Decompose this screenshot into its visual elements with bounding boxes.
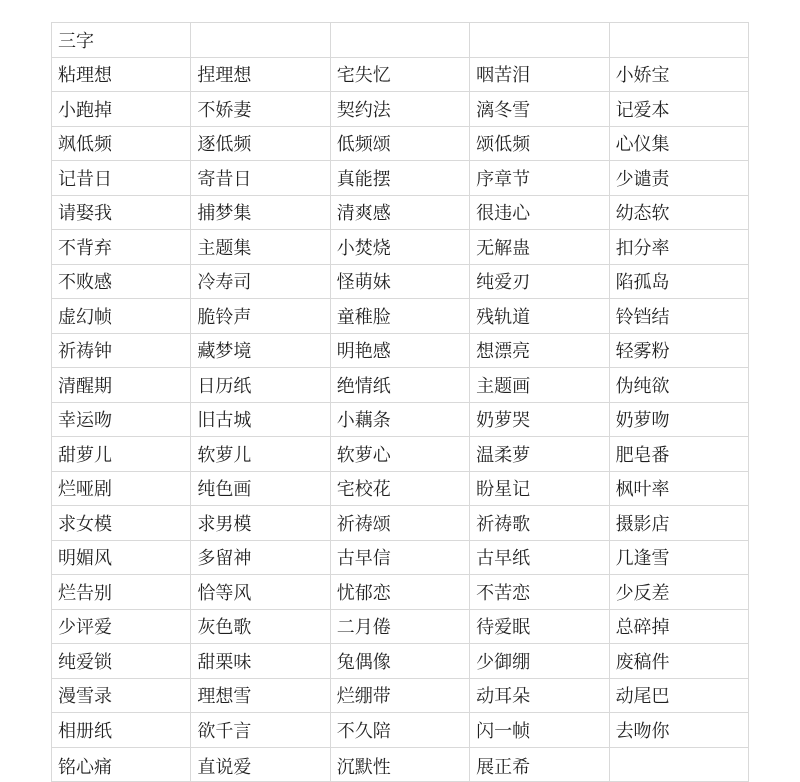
table-row (52, 747, 749, 782)
table-cell[interactable]: 烂绷带 (330, 678, 469, 713)
table-cell[interactable]: 想漂亮 (470, 333, 609, 368)
table-cell[interactable]: 奶萝吻 (609, 402, 748, 437)
table-cell[interactable] (609, 747, 748, 782)
table-row (52, 230, 749, 265)
table-cell[interactable]: 纯爱锁 (52, 644, 191, 679)
table-row (52, 402, 749, 437)
table-cell[interactable]: 理想雪 (191, 678, 330, 713)
table-cell[interactable]: 日历纸 (191, 368, 330, 403)
table-cell[interactable]: 童稚脸 (330, 299, 469, 334)
table-cell[interactable]: 飒低频 (52, 126, 191, 161)
table-cell[interactable]: 奶萝哭 (470, 402, 609, 437)
table-row (52, 575, 749, 610)
table-cell[interactable]: 动耳朵 (470, 678, 609, 713)
table-cell[interactable]: 古早信 (330, 540, 469, 575)
table-cell[interactable]: 请娶我 (52, 195, 191, 230)
table-cell[interactable]: 粘理想 (52, 57, 191, 92)
table-cell[interactable]: 烂哑剧 (52, 471, 191, 506)
table-cell[interactable]: 几逢雪 (609, 540, 748, 575)
table-cell[interactable]: 忧郁恋 (330, 575, 469, 610)
table-cell[interactable]: 祈祷歌 (470, 506, 609, 541)
table-cell[interactable]: 小跑掉 (52, 92, 191, 127)
table-cell[interactable]: 摄影店 (609, 506, 748, 541)
table-cell[interactable]: 软萝心 (330, 437, 469, 472)
spreadsheet (51, 22, 748, 782)
table-cell[interactable]: 旧古城 (191, 402, 330, 437)
table-cell[interactable]: 祈祷钟 (52, 333, 191, 368)
table-cell[interactable]: 清爽感 (330, 195, 469, 230)
table-cell[interactable]: 烂告别 (52, 575, 191, 610)
table-row (52, 540, 749, 575)
table-cell[interactable]: 软萝儿 (191, 437, 330, 472)
table-cell[interactable]: 低频颂 (330, 126, 469, 161)
table-row (52, 678, 749, 713)
table-row (52, 333, 749, 368)
table-cell[interactable]: 古早纸 (470, 540, 609, 575)
word-table-body (52, 23, 749, 782)
table-cell[interactable]: 虚幻帧 (52, 299, 191, 334)
table-cell[interactable]: 灰色歌 (191, 609, 330, 644)
table-cell[interactable]: 小焚烧 (330, 230, 469, 265)
table-cell[interactable]: 幼态软 (609, 195, 748, 230)
header-row (52, 23, 749, 58)
table-row (52, 161, 749, 196)
table-row (52, 57, 749, 92)
table-cell[interactable]: 幸运吻 (52, 402, 191, 437)
word-table (51, 22, 749, 782)
table-cell[interactable]: 肥皂番 (609, 437, 748, 472)
table-cell[interactable]: 捕梦集 (191, 195, 330, 230)
table-cell[interactable]: 不苦恋 (470, 575, 609, 610)
table-cell[interactable]: 铭心痛 (52, 747, 191, 782)
table-cell[interactable]: 清醒期 (52, 368, 191, 403)
table-cell[interactable]: 求女模 (52, 506, 191, 541)
table-row (52, 195, 749, 230)
table-cell[interactable]: 沉默性 (330, 747, 469, 782)
table-cell[interactable]: 祈祷颂 (330, 506, 469, 541)
table-cell[interactable]: 废稿件 (609, 644, 748, 679)
table-cell[interactable]: 求男模 (191, 506, 330, 541)
table-cell[interactable]: 序章节 (470, 161, 609, 196)
table-cell[interactable]: 主题集 (191, 230, 330, 265)
header-cell[interactable] (470, 23, 609, 58)
table-cell[interactable]: 明艳感 (330, 333, 469, 368)
table-cell[interactable]: 展正希 (470, 747, 609, 782)
table-cell[interactable]: 少评爱 (52, 609, 191, 644)
table-cell[interactable]: 纯色画 (191, 471, 330, 506)
table-cell[interactable]: 恰等风 (191, 575, 330, 610)
table-cell[interactable]: 冷寿司 (191, 264, 330, 299)
table-cell[interactable]: 心仪集 (609, 126, 748, 161)
table-cell[interactable]: 脆铃声 (191, 299, 330, 334)
table-cell[interactable]: 伪纯欲 (609, 368, 748, 403)
table-cell[interactable]: 兔偶像 (330, 644, 469, 679)
table-cell[interactable]: 总碎掉 (609, 609, 748, 644)
table-cell[interactable]: 陷孤岛 (609, 264, 748, 299)
table-cell[interactable]: 少谴责 (609, 161, 748, 196)
table-cell[interactable]: 少反差 (609, 575, 748, 610)
table-cell[interactable]: 怪萌妹 (330, 264, 469, 299)
table-row (52, 126, 749, 161)
table-cell[interactable]: 残轨道 (470, 299, 609, 334)
table-cell[interactable]: 不娇妻 (191, 92, 330, 127)
header-cell[interactable] (609, 23, 748, 58)
table-cell[interactable]: 绝情纸 (330, 368, 469, 403)
table-cell[interactable]: 少御绷 (470, 644, 609, 679)
table-cell[interactable]: 轻雾粉 (609, 333, 748, 368)
header-cell[interactable] (330, 23, 469, 58)
table-cell[interactable]: 寄昔日 (191, 161, 330, 196)
table-cell[interactable]: 闪一帧 (470, 713, 609, 748)
table-row (52, 368, 749, 403)
table-cell[interactable]: 待爱眠 (470, 609, 609, 644)
table-row (52, 92, 749, 127)
table-cell[interactable]: 真能摆 (330, 161, 469, 196)
table-cell[interactable]: 去吻你 (609, 713, 748, 748)
table-cell[interactable]: 颂低频 (470, 126, 609, 161)
table-row (52, 299, 749, 334)
table-cell[interactable]: 契约法 (330, 92, 469, 127)
table-cell[interactable]: 漫雪录 (52, 678, 191, 713)
header-cell[interactable] (191, 23, 330, 58)
table-cell[interactable]: 动尾巴 (609, 678, 748, 713)
table-cell[interactable]: 无解蛊 (470, 230, 609, 265)
table-cell[interactable]: 温柔萝 (470, 437, 609, 472)
table-cell[interactable]: 记昔日 (52, 161, 191, 196)
header-cell[interactable]: 三字 (52, 23, 191, 58)
table-cell[interactable]: 多留神 (191, 540, 330, 575)
table-cell[interactable]: 藏梦境 (191, 333, 330, 368)
table-row (52, 471, 749, 506)
table-cell[interactable]: 记爱本 (609, 92, 748, 127)
table-row (52, 609, 749, 644)
table-cell[interactable]: 扣分率 (609, 230, 748, 265)
table-cell[interactable]: 逐低频 (191, 126, 330, 161)
table-cell[interactable]: 明媚风 (52, 540, 191, 575)
table-cell[interactable]: 相册纸 (52, 713, 191, 748)
table-row (52, 644, 749, 679)
table-cell[interactable]: 不背弃 (52, 230, 191, 265)
table-row (52, 506, 749, 541)
table-cell[interactable]: 宅失忆 (330, 57, 469, 92)
table-cell[interactable]: 捏理想 (191, 57, 330, 92)
table-cell[interactable]: 直说爱 (191, 747, 330, 782)
table-cell[interactable]: 小娇宝 (609, 57, 748, 92)
table-row (52, 437, 749, 472)
table-cell[interactable]: 二月倦 (330, 609, 469, 644)
table-cell[interactable]: 枫叶率 (609, 471, 748, 506)
table-cell[interactable]: 欲千言 (191, 713, 330, 748)
table-cell[interactable]: 铃铛结 (609, 299, 748, 334)
table-cell[interactable]: 纯爱刃 (470, 264, 609, 299)
table-cell[interactable]: 盼星记 (470, 471, 609, 506)
table-cell[interactable]: 不久陪 (330, 713, 469, 748)
table-cell[interactable]: 宅校花 (330, 471, 469, 506)
table-cell[interactable]: 主题画 (470, 368, 609, 403)
table-cell[interactable]: 不败感 (52, 264, 191, 299)
table-cell[interactable]: 甜萝儿 (52, 437, 191, 472)
table-cell[interactable]: 小藕条 (330, 402, 469, 437)
table-row (52, 264, 749, 299)
table-row (52, 713, 749, 748)
table-cell[interactable]: 很违心 (470, 195, 609, 230)
table-cell[interactable]: 甜栗味 (191, 644, 330, 679)
table-cell[interactable]: 咽苦泪 (470, 57, 609, 92)
table-cell[interactable]: 漓冬雪 (470, 92, 609, 127)
